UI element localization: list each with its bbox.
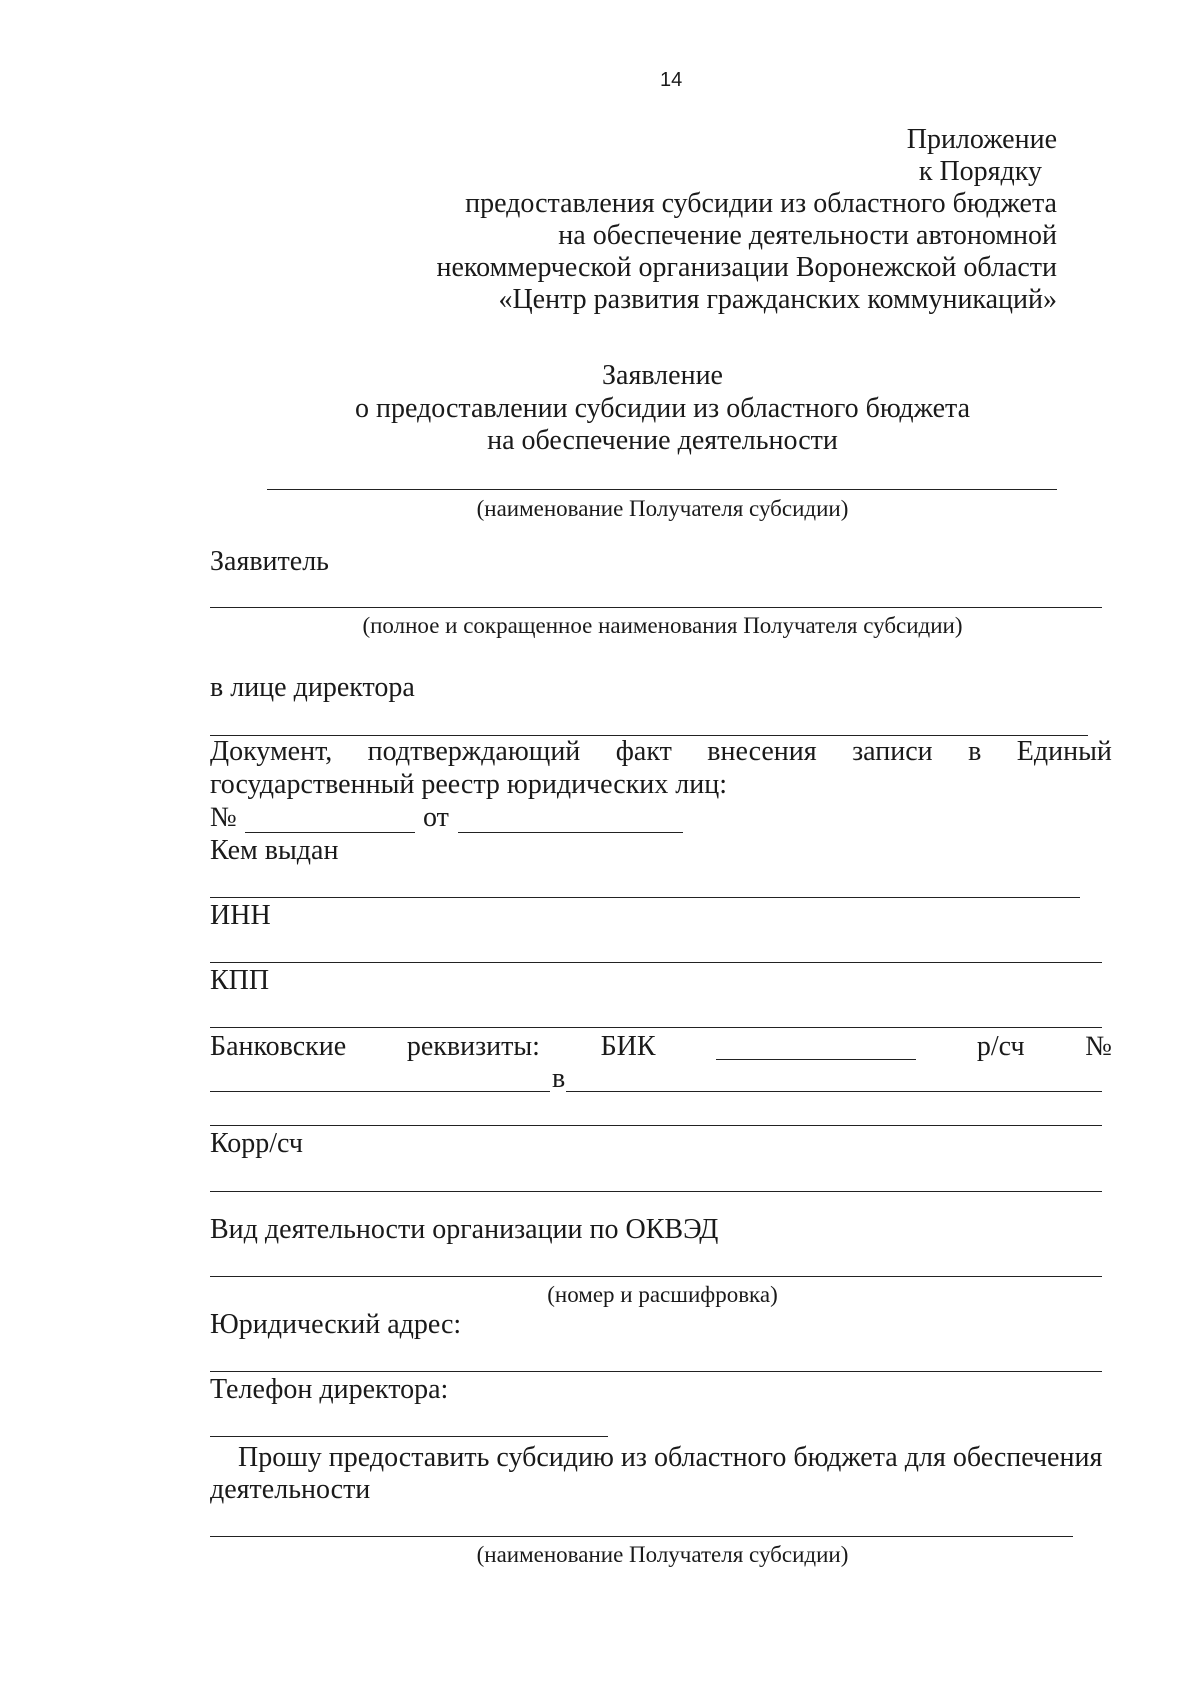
header-line-2: к Порядку (918, 156, 1042, 187)
director-phone-label: Телефон директора: (210, 1374, 449, 1405)
director-label: в лице директора (210, 672, 415, 703)
egrul-word: Единый (1016, 736, 1112, 767)
header-line-3: предоставления субсидии из областного бюджета (465, 188, 1057, 219)
egrul-word: факт (615, 736, 672, 767)
final-recipient-line[interactable] (210, 1536, 1073, 1537)
egrul-line-2: государственный реестр юридических лиц: (210, 769, 728, 800)
bank-requisites-label: реквизиты: (406, 1031, 540, 1062)
request-line-1: Прошу предоставить субсидию из областного бюджета для обеспечения (238, 1442, 1103, 1473)
bik-label: БИК (600, 1031, 656, 1062)
from-label: от (423, 802, 449, 833)
applicant-label: Заявитель (210, 546, 329, 577)
okved-label: Вид деятельности организации по ОКВЭД (210, 1214, 719, 1245)
egrul-word: подтверждающий (367, 736, 581, 767)
egrul-word: внесения (707, 736, 817, 767)
document-number-line[interactable] (245, 832, 415, 833)
issued-by-line[interactable] (210, 897, 1080, 898)
corr-account-line[interactable] (210, 1191, 1102, 1192)
account-number-line[interactable] (210, 1091, 550, 1092)
issued-by-label: Кем выдан (210, 835, 339, 866)
corr-account-label: Корр/сч (210, 1128, 304, 1159)
final-recipient-caption: (наименование Получателя субсидии) (476, 1542, 849, 1567)
title-line-3: на обеспечение деятельности (487, 425, 838, 456)
document-date-line[interactable] (458, 832, 683, 833)
legal-address-label: Юридический адрес: (210, 1309, 462, 1340)
director-phone-line[interactable] (210, 1436, 608, 1437)
bank-name-line[interactable] (566, 1091, 1102, 1092)
bank-details-label: Банковские (210, 1031, 347, 1062)
header-line-1: Приложение (906, 124, 1057, 155)
inn-label: ИНН (210, 900, 271, 931)
bank-name-line-2[interactable] (210, 1125, 1102, 1126)
header-line-6: «Центр развития гражданских коммуникаций» (498, 284, 1057, 315)
account-number-sign: № (1085, 1031, 1112, 1062)
egrul-word: Документ, (210, 736, 333, 767)
bik-line[interactable] (716, 1033, 916, 1060)
egrul-line-1 (210, 738, 1112, 766)
kpp-line[interactable] (210, 1027, 1102, 1028)
egrul-word: записи (852, 736, 933, 767)
applicant-line[interactable] (210, 607, 1102, 608)
recipient-name-line[interactable] (267, 489, 1057, 490)
egrul-word: в (968, 736, 982, 767)
header-line-4: на обеспечение деятельности автономной (558, 220, 1057, 251)
bank-details-line (210, 1033, 1112, 1061)
request-line-2: деятельности (210, 1474, 371, 1505)
inn-line[interactable] (210, 962, 1102, 963)
account-label: р/сч (976, 1031, 1025, 1062)
okved-line[interactable] (210, 1276, 1102, 1277)
title-line-1: Заявление (602, 360, 723, 391)
recipient-name-caption: (наименование Получателя субсидии) (476, 496, 849, 521)
legal-address-line[interactable] (210, 1371, 1102, 1372)
header-line-5: некоммерческой организации Воронежской области (436, 252, 1057, 283)
page-number: 14 (660, 69, 683, 91)
applicant-caption: (полное и сокращенное наименования Получателя субсидии) (362, 613, 963, 638)
okved-caption: (номер и расшифровка) (547, 1282, 778, 1307)
title-line-2: о предоставлении субсидии из областного бюджета (354, 393, 970, 424)
kpp-label: КПП (210, 965, 270, 996)
number-sign: № (210, 802, 237, 833)
bank-in-label: в (552, 1063, 566, 1094)
